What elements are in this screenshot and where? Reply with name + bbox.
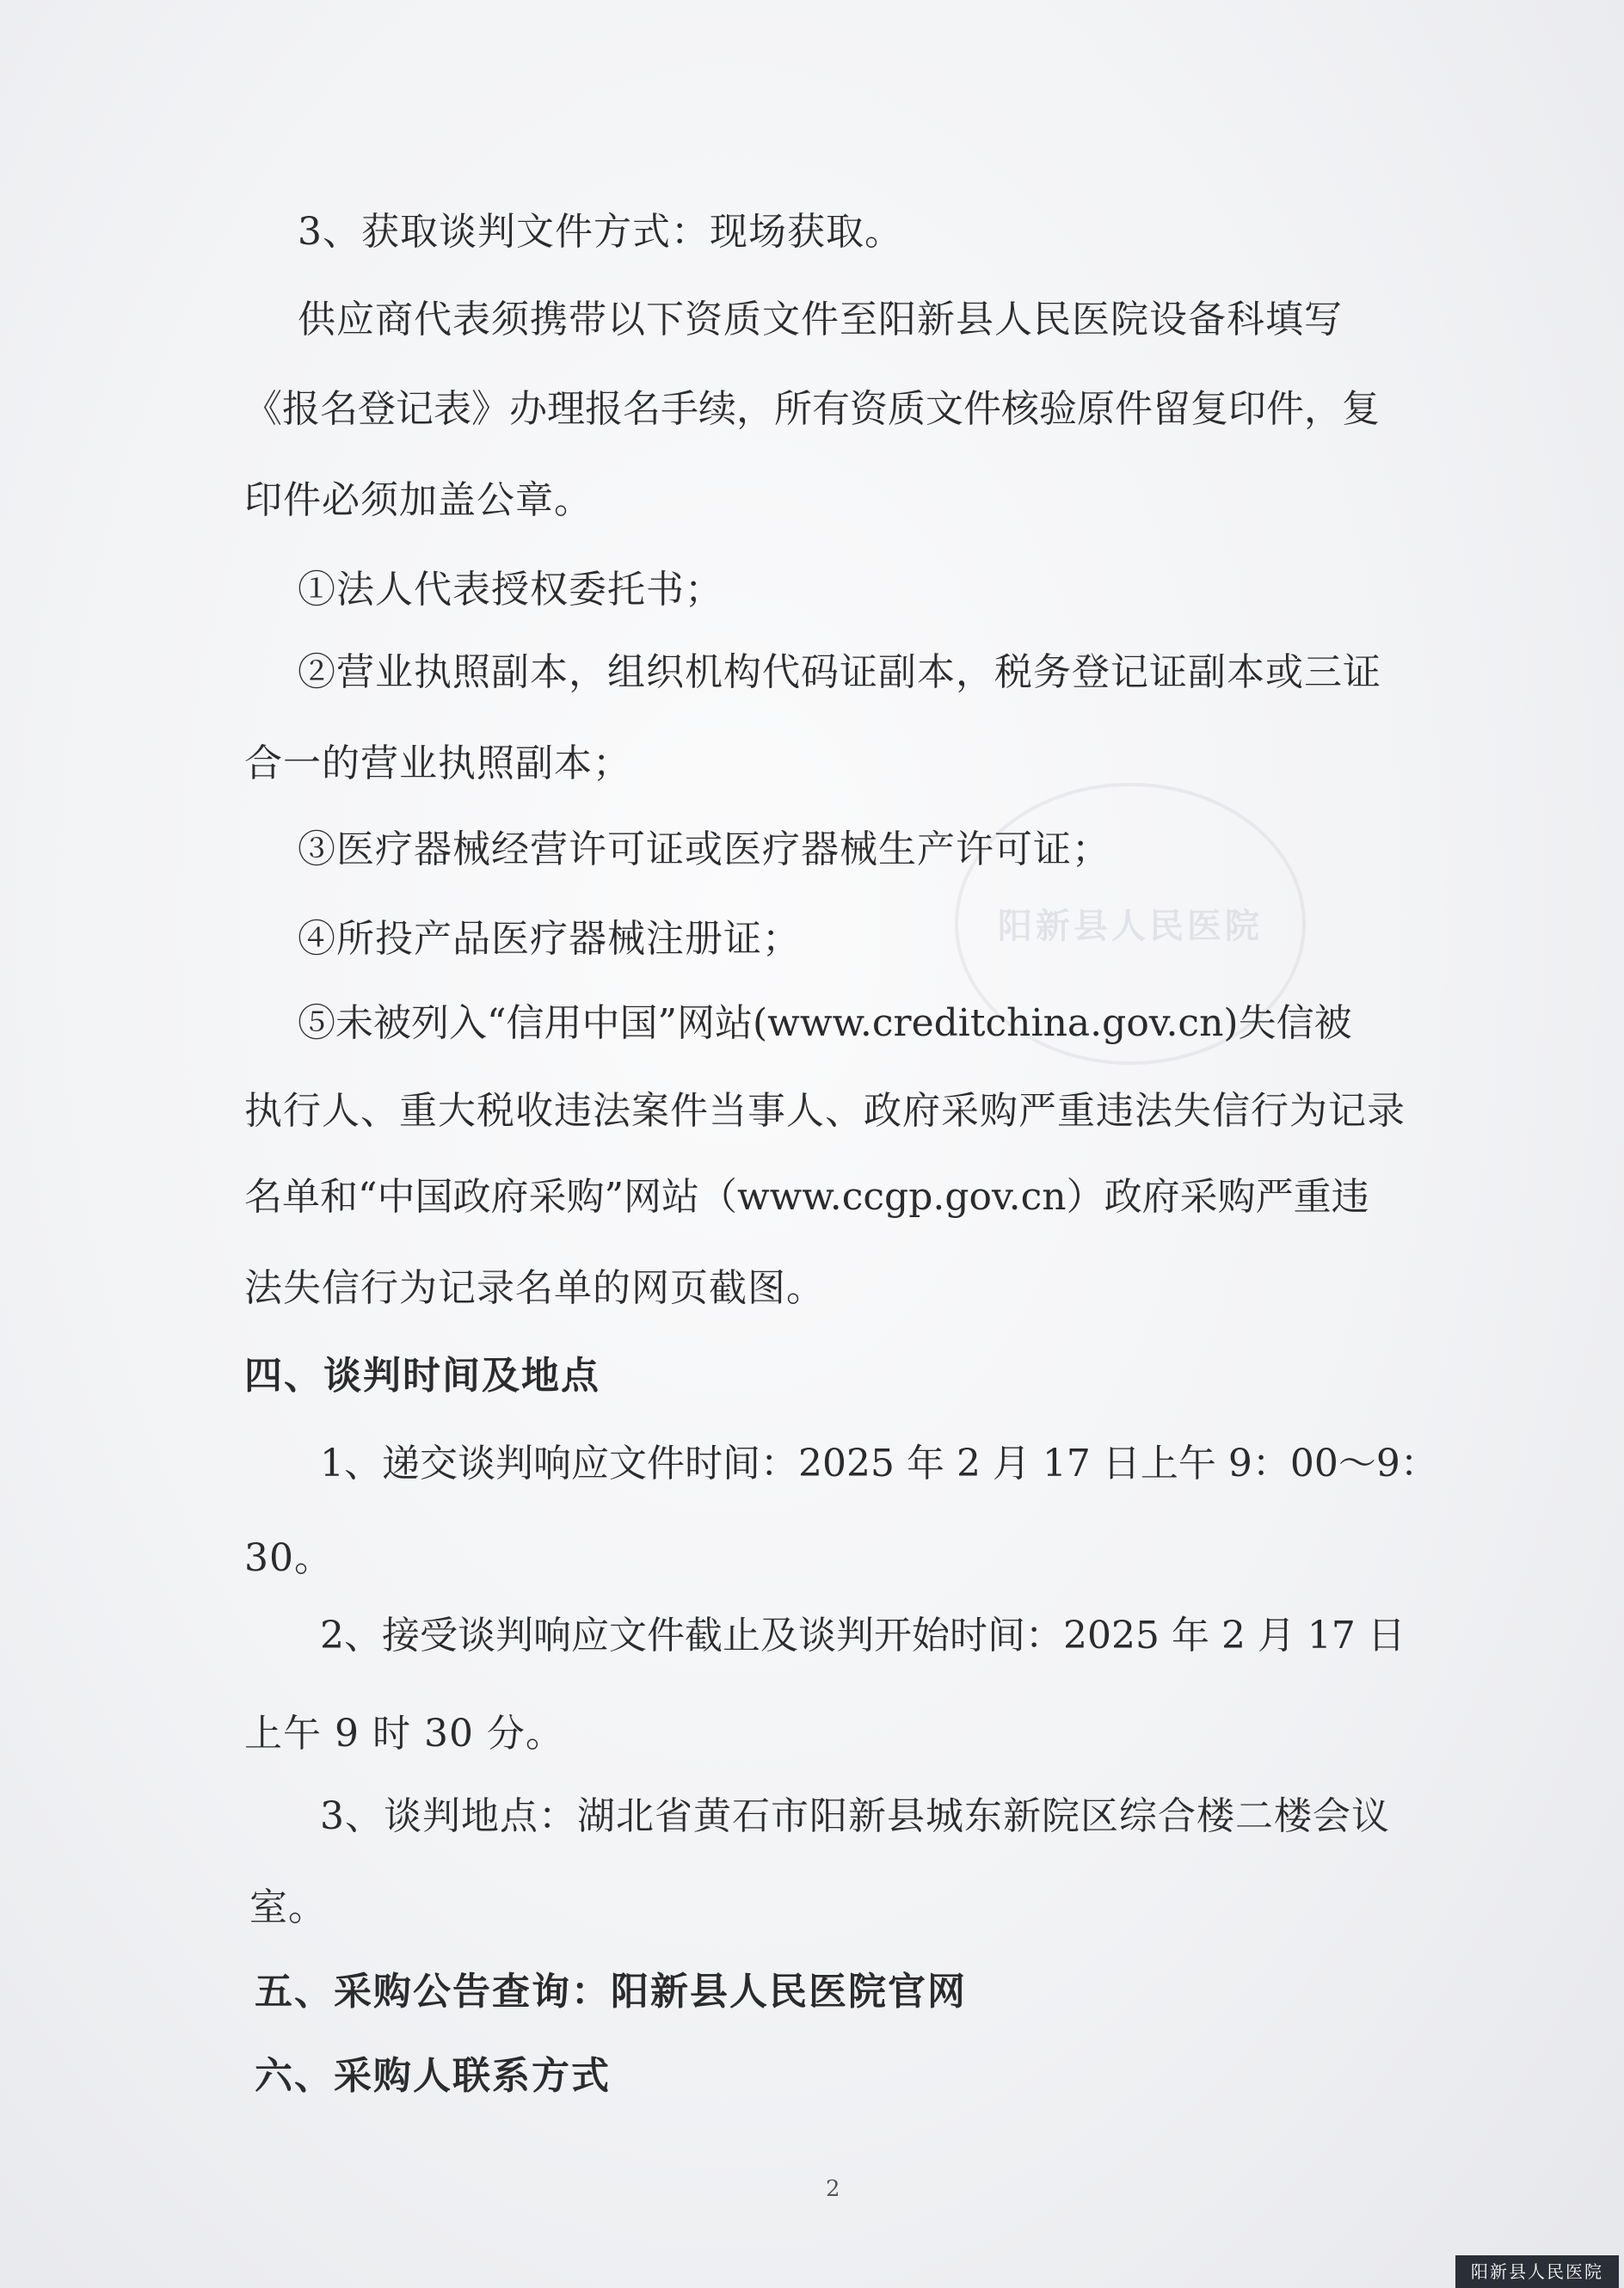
- paragraph-line: 上午 9 时 30 分。: [244, 1712, 564, 1756]
- paragraph-line: 印件必须加盖公章。: [244, 478, 593, 522]
- paragraph-line: ⑤未被列入“信用中国”网站(www.creditchina.gov.cn)失信被: [298, 1001, 1352, 1045]
- paragraph-line: 3、谈判地点：湖北省黄石市阳新县城东新院区综合楼二楼会议: [320, 1794, 1390, 1838]
- section-heading: 四、谈判时间及地点: [244, 1354, 600, 1398]
- paragraph-line: 30。: [244, 1536, 333, 1580]
- paragraph-line: 2、接受谈判响应文件截止及谈判开始时间：2025 年 2 月 17 日: [320, 1614, 1406, 1658]
- paragraph-line: 室。: [249, 1885, 327, 1929]
- paragraph-line: ③医疗器械经营许可证或医疗器械生产许可证；: [298, 827, 1110, 871]
- paragraph-line: 供应商代表须携带以下资质文件至阳新县人民医院设备科填写: [298, 298, 1343, 341]
- paragraph-line: ④所投产品医疗器械注册证；: [298, 917, 801, 961]
- paragraph-line: 执行人、重大税收违法案件当事人、政府采购严重违法失信行为记录: [244, 1089, 1406, 1133]
- paragraph-line: 名单和“中国政府采购”网站（www.ccgp.gov.cn）政府采购严重违: [244, 1175, 1369, 1219]
- paragraph-line: 合一的营业执照副本；: [244, 741, 631, 785]
- watermark: 阳新县人民医院: [1455, 2255, 1619, 2288]
- paragraph-line: ①法人代表授权委托书；: [298, 568, 723, 612]
- paragraph-line: 1、递交谈判响应文件时间：2025 年 2 月 17 日上午 9：00～9：: [320, 1442, 1438, 1485]
- paragraph-line: 法失信行为记录名单的网页截图。: [244, 1266, 825, 1310]
- paragraph-line: ②营业执照副本，组织机构代码证副本，税务登记证副本或三证: [298, 650, 1381, 694]
- paragraph-line: 《报名登记表》办理报名手续，所有资质文件核验原件留复印件，复: [244, 387, 1380, 431]
- paragraph-line: 3、获取谈判文件方式：现场获取。: [298, 210, 903, 254]
- page-number: 2: [826, 2176, 840, 2202]
- section-heading: 五、采购公告查询：阳新县人民医院官网: [255, 1970, 967, 2014]
- section-heading: 六、采购人联系方式: [255, 2054, 611, 2098]
- faded-seal-text: 阳新县人民医院: [998, 907, 1263, 946]
